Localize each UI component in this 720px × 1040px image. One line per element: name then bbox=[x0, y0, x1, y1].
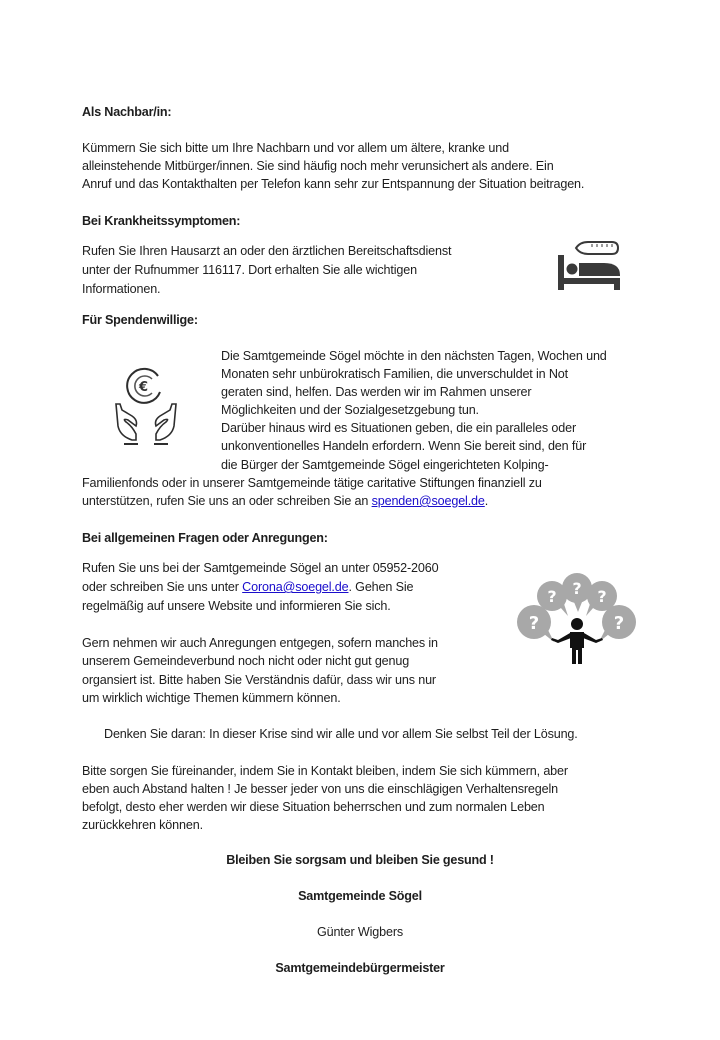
organization-name: Samtgemeinde Sögel bbox=[298, 889, 422, 903]
questions-para2-line: um wirklich wichtige Themen kümmern können. bbox=[82, 691, 341, 705]
donations-line: geraten sind, helfen. Das werden wir im Rahmen unserer bbox=[221, 385, 532, 399]
questions-para2-line: Gern nehmen wir auch Anregungen entgegen, sofern manches in bbox=[82, 636, 438, 650]
svg-text:€: € bbox=[139, 380, 149, 395]
person-question-bubbles-icon bbox=[514, 572, 640, 664]
closing-line: eben auch Abstand halten ! Je besser jeder von uns die einschlägigen Verhaltensregeln bbox=[82, 782, 558, 796]
reminder-text: Denken Sie daran: In dieser Krise sind wir alle und vor allem Sie selbst Teil der Lösung. bbox=[104, 727, 578, 741]
heading-neighbor: Als Nachbar/in: bbox=[82, 105, 172, 119]
questions-line: regelmäßig auf unsere Website und informieren Sie sich. bbox=[82, 599, 391, 613]
heading-illness: Bei Krankheitssymptomen: bbox=[82, 214, 241, 228]
neighbor-line: Kümmern Sie sich bitte um Ihre Nachbarn und vor allem um ältere, kranke und bbox=[82, 141, 509, 155]
donations-line: die Bürger der Samtgemeinde Sögel eingerichteten Kolping- bbox=[221, 458, 549, 472]
question-mark: ? bbox=[597, 587, 607, 606]
donations-last-line bbox=[82, 492, 488, 510]
donations-last-line-suffix: . bbox=[484, 494, 489, 508]
closing-line: zurückkehren können. bbox=[82, 818, 203, 832]
question-mark: ? bbox=[572, 579, 582, 598]
neighbor-line: Anruf und das Kontakthalten per Telefon kann sehr zur Entspannung der Situation beitragen. bbox=[82, 177, 585, 191]
illness-line: Rufen Sie Ihren Hausarzt an oder den ärztlichen Bereitschaftsdienst bbox=[82, 244, 452, 258]
question-mark: ? bbox=[547, 587, 557, 606]
corona-email-link[interactable]: Corona@soegel.de bbox=[242, 580, 349, 594]
questions-line bbox=[82, 578, 413, 596]
donations-line: Monaten sehr unbürokratisch Familien, die unverschuldet in Not bbox=[221, 367, 569, 381]
donations-line: unkonventionelles Handeln erfordern. Wenn Sie bereit sind, den für bbox=[221, 439, 587, 453]
donations-line: Familienfonds oder in unserer Samtgemeinde tätige caritative Stiftungen finanziell zu bbox=[82, 476, 542, 490]
donations-email-link[interactable]: spenden@soegel.de bbox=[371, 494, 485, 508]
slogan: Bleiben Sie sorgsam und bleiben Sie gesund ! bbox=[226, 853, 494, 867]
hands-euro-coin-icon bbox=[106, 360, 186, 448]
heading-questions: Bei allgemeinen Fragen oder Anregungen: bbox=[82, 531, 328, 545]
sick-bed-thermometer-icon bbox=[554, 238, 624, 292]
signatory-name: Günter Wigbers bbox=[316, 925, 404, 939]
closing-line: befolgt, desto eher werden wir diese Situation beherrschen und zum normalen Leben bbox=[82, 800, 545, 814]
donations-last-line-prefix: unterstützen, rufen Sie uns an oder schreiben Sie an bbox=[82, 494, 372, 508]
question-mark: ? bbox=[528, 613, 540, 634]
donations-line: Die Samtgemeinde Sögel möchte in den nächsten Tagen, Wochen und bbox=[221, 349, 607, 363]
heading-donations: Für Spendenwillige: bbox=[82, 313, 198, 327]
donations-line: Darüber hinaus wird es Situationen geben, die ein paralleles oder bbox=[221, 421, 577, 435]
questions-line2-prefix: oder schreiben Sie uns unter bbox=[82, 580, 243, 594]
questions-line: Rufen Sie uns bei der Samtgemeinde Sögel an unter 05952-2060 bbox=[82, 561, 439, 575]
closing-line: Bitte sorgen Sie füreinander, indem Sie in Kontakt bleiben, indem Sie sich kümmern, aber bbox=[82, 764, 568, 778]
questions-para2-line: unserem Gemeindeverbund noch nicht oder nicht gut genug bbox=[82, 654, 410, 668]
neighbor-line: alleinstehende Mitbürger/innen. Sie sind häufig noch mehr verunsichert als andere. Ein bbox=[82, 159, 554, 173]
illness-line: Informationen. bbox=[82, 282, 161, 296]
questions-para2-line: organsiert ist. Bitte haben Sie Verständnis dafür, dass wir uns nur bbox=[82, 673, 436, 687]
signatory-title: Samtgemeindebürgermeister bbox=[275, 961, 445, 975]
question-mark: ? bbox=[613, 613, 625, 634]
donations-line: Möglichkeiten und der Sozialgesetzgebung tun. bbox=[221, 403, 479, 417]
questions-line2-suffix: . Gehen Sie bbox=[348, 580, 414, 594]
illness-line: unter der Rufnummer 116117. Dort erhalten Sie alle wichtigen bbox=[82, 263, 417, 277]
